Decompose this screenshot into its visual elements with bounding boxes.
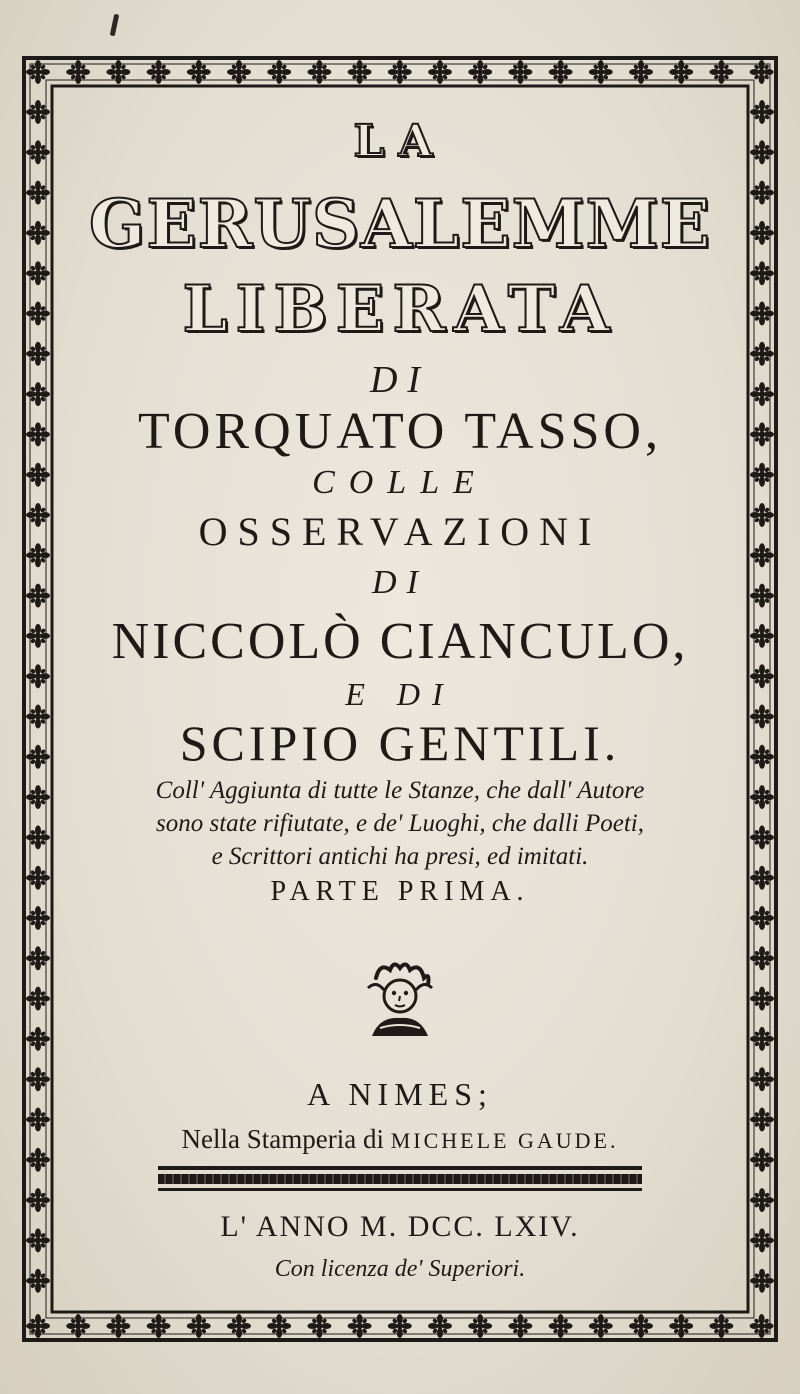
description — [60, 774, 740, 873]
author-name: TORQUATO TASSO, — [138, 403, 662, 460]
line-di-commentators: DI — [372, 564, 428, 601]
imprint-year: L' ANNO M. DCC. LXIV. — [220, 1210, 580, 1243]
imprint-rule-top — [158, 1166, 642, 1170]
imprint-license: Con licenza de' Superiori. — [274, 1256, 526, 1282]
commentator-gentili: SCIPIO GENTILI. — [179, 715, 621, 771]
imprint-rule-middle — [158, 1174, 642, 1184]
imprint-printer — [60, 1124, 740, 1155]
title-la: LA — [353, 116, 447, 167]
title-liberata: LIBERATA — [182, 272, 618, 347]
imprint-place: A NIMES; — [307, 1076, 493, 1112]
commentator-cianculo: NICCOLÒ CIANCULO, — [111, 613, 689, 670]
by-line-di: DI — [369, 359, 431, 401]
title-block — [60, 100, 740, 1320]
printer-name: MICHELE GAUDE. — [390, 1128, 619, 1153]
description-line-3: e Scrittori antichi ha presi, ed imitati. — [211, 843, 589, 870]
printer-prefix: Nella Stamperia di — [181, 1124, 384, 1154]
line-colle: COLLE — [312, 464, 488, 501]
description-line-2: sono state rifiutate, e de' Luoghi, che dalli Poeti, — [156, 810, 644, 837]
title-gerusalemme: GERUSALEMME — [88, 185, 712, 263]
line-e-di: E DI — [345, 676, 455, 712]
imprint-rule-bottom — [158, 1188, 642, 1191]
description-line-1: Coll' Aggiunta di tutte le Stanze, che dall' Autore — [155, 777, 645, 804]
part-label: PARTE PRIMA. — [270, 876, 530, 907]
line-osservazioni: OSSERVAZIONI — [198, 509, 602, 554]
putto-head-icon — [366, 958, 434, 1040]
